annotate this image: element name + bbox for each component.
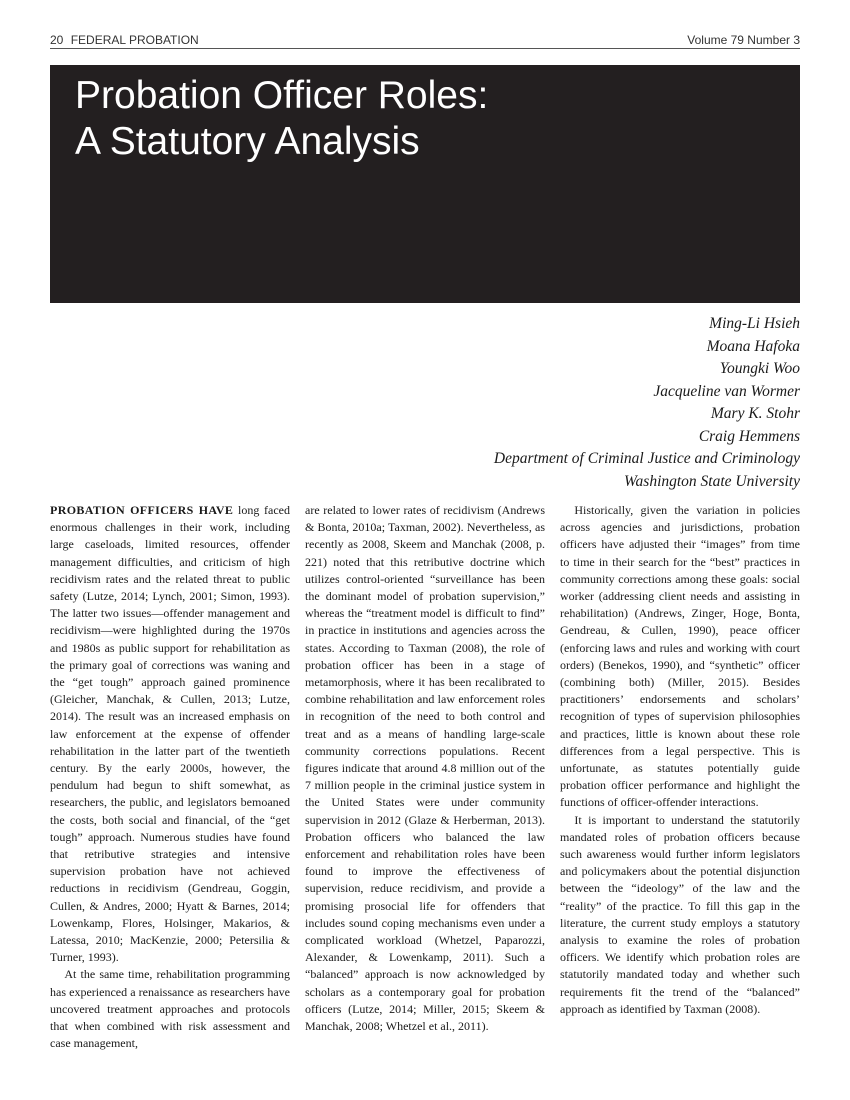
- author-name: Mary K. Stohr: [710, 405, 800, 422]
- paragraph-text: long faced enormous challenges in their work, including large caseloads, limited resources, offender management difficulties, and criticism of high recidivism rates and the related threat to public safety (Lutze, 2014; Lynch, 2001; Simon, 1993). The latter two issues—offender management and recidivism—were highlighted during the 1970s and 1980s as public support for rehabilitation as the primary goal of corrections was waning and the “get tough” approach gained prominence (Gleicher, Manchak, & Cullen, 2013; Lutze, 2014). The result was an increased emphasis on law enforcement at the expense of offender rehabilitation in the latter part of the twentieth century. By the early 2000s, however, the pendulum had begun to shift somewhat, as researchers, the public, and legislators bemoaned the costs, both social and financial, of the “get tough” approach. Numerous studies have found that retributive strategies and intensive supervision probation have not achieved reductions in recidivism (Gendreau, Goggin, Cullen, & Andres, 2000; Hyatt & Barnes, 2014; Lowenkamp, Flores, Holsinger, Makarios, & Latessa, 2010; MacKenzie, 2000; Petersilia & Turner, 1993).: [50, 503, 290, 965]
- journal-name: FEDERAL PROBATION: [70, 33, 199, 47]
- issue-label: Volume 79 Number 3: [687, 33, 800, 47]
- article-body: [50, 502, 800, 1053]
- paragraph: At the same time, rehabilitation programming has experienced a renaissance as researchers have uncovered treatment approaches and protocols that when combined with risk assessment and case management,: [50, 967, 290, 1051]
- column-3: [560, 502, 800, 1053]
- run-in-heading: PROBATION OFFICERS HAVE: [50, 503, 234, 517]
- column-1: [50, 502, 290, 1053]
- header-rule: [50, 48, 800, 49]
- title-line-1: Probation Officer Roles:: [75, 74, 489, 117]
- paragraph: Historically, given the variation in policies across agencies and jurisdictions, probation officers have adjusted their “images” from time to time in their search for the “best” practices in community corrections among these goals: social worker (addressing client needs and assisting in rehabilitation) (Andrews, Zinger, Hoge, Bonta, Gendreau, & Cullen, 1990), peace officer (enforcing laws and rules and working with court orders) (Benekos, 1990), and “synthetic” officer (combining both) (Miller, 2015). Besides practitioners’ endorsements and scholars’ recognition of types of supervision philosophies and practices, little is known about these role differences from a legal perspective. This is unfortunate, as statutes potentially guide probation officer performance and highlight the functions of officer-offender interactions.: [560, 503, 800, 810]
- paragraph: are related to lower rates of recidivism (Andrews & Bonta, 2010a; Taxman, 2002). Nevertheless, as recently as 2008, Skeem and Manchak (2008, p. 221) noted that this retributive doctrine which utilizes control-oriented “surveillance has been the dominant model of probation supervision,” whereas the “treatment model is difficult to find” in practice in institutions and agencies across the states. According to Taxman (2008), the role of probation officer has been in a stage of metamorphosis, where it has been recalibrated to combine rehabilitation and law enforcement roles in recognition of the need to both control and treat and as a means of handling large-scale community corrections populations. Recent figures indicate that around 4.8 million out of the 7 million people in the criminal justice system in the United States were under community supervision in 2012 (Glaze & Herberman, 2013). Probation officers who balanced the law enforcement and rehabilitation roles have been found to improve the effectiveness of supervision, reduce recidivism, and provide a promising prosocial life for offenders that includes sound coping mechanisms even under a complicated workload (Whetzel, Paparozzi, Alexander, & Lowenkamp, 2011). Such a “balanced” approach is now acknowledged by scholars as a contemporary goal for probation officers (Lutze, 2014; Miller, 2015; Skeem & Manchak, 2008; Whetzel et al., 2011).: [305, 503, 545, 1034]
- author-name: Youngki Woo: [719, 360, 800, 377]
- running-head: [50, 27, 800, 47]
- running-head-left: [50, 33, 203, 47]
- paragraph: [50, 502, 290, 966]
- author-name: Craig Hemmens: [698, 427, 800, 445]
- column-2: [305, 502, 545, 1053]
- article-title: [75, 73, 488, 165]
- title-banner: [50, 65, 800, 303]
- title-line-2: A Statutory Analysis: [75, 120, 420, 163]
- author-list: [300, 313, 800, 493]
- author-name: Moana Hafoka: [706, 337, 800, 355]
- page-number: 20: [50, 33, 64, 47]
- affiliation-department: Department of Criminal Justice and Criminology: [493, 450, 800, 467]
- paragraph: It is important to understand the statutorily mandated roles of probation officers because such awareness would further inform legislators and policymakers about the potential disjunction between the “ideology” of the law and the “reality” of the practice. To fill this gap in the literature, the current study employs a statutory analysis to examine the roles of probation officers. We identify which probation roles are statutorily mandated today and whether such requirements fit the trend of the “balanced” approach as identified by Taxman (2008).: [560, 812, 800, 1016]
- author-name: Ming-Li Hsieh: [709, 315, 800, 332]
- author-name: Jacqueline van Wormer: [653, 382, 800, 400]
- affiliation-university: Washington State University: [624, 472, 800, 490]
